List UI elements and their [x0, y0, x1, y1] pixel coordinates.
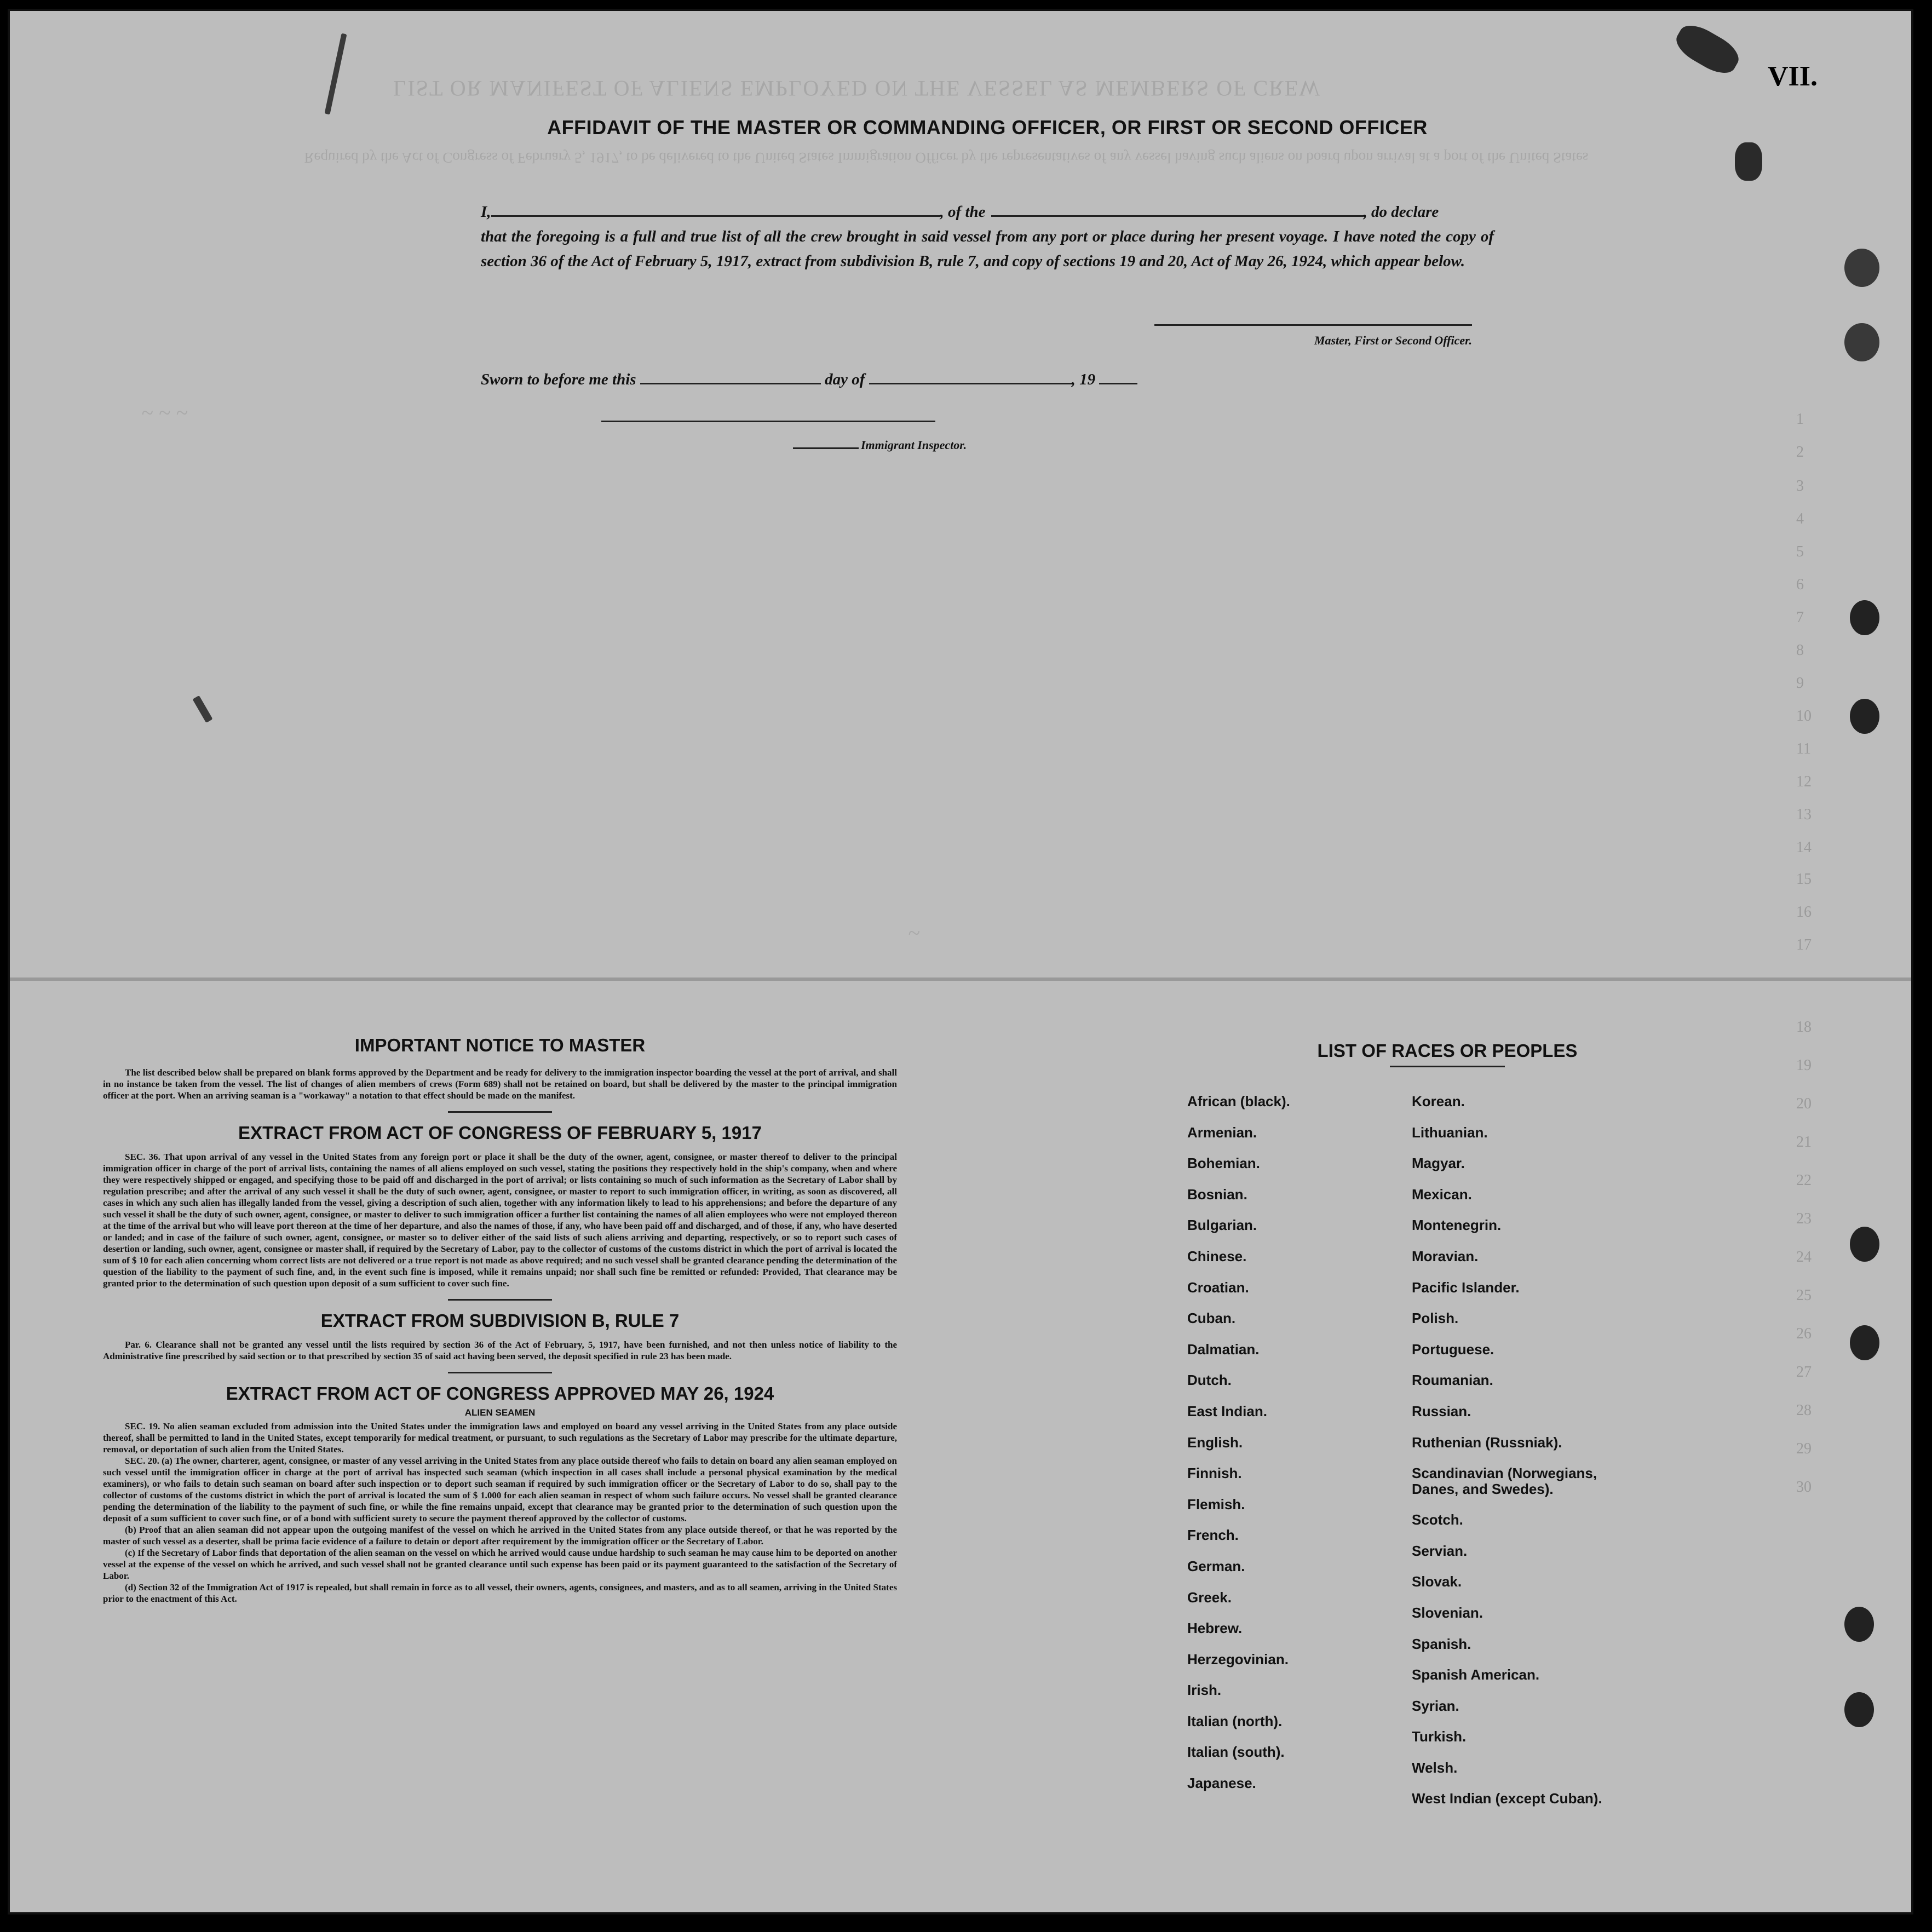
master-signature-line[interactable]: Master, First or Second Officer. [1154, 324, 1472, 348]
race-item: Slovak. [1412, 1573, 1462, 1590]
row-number: 27 [1796, 1364, 1812, 1381]
row-number: 6 [1796, 576, 1804, 593]
race-item: French. [1187, 1527, 1239, 1544]
declaration-paragraph [481, 199, 1494, 274]
faint-list-title: LIST OR MANIFEST OF ALIENS EMPLOYED ON THE VESSEL AS MEMBERS OF CREW [393, 76, 1321, 101]
race-item: German. [1187, 1557, 1245, 1574]
extract-1924-title: EXTRACT FROM ACT OF CONGRESS APPROVED MAY 26, 1924 [226, 1383, 774, 1404]
sworn-text: Sworn to before me this [481, 371, 636, 388]
row-number: 2 [1796, 444, 1804, 461]
race-item: Irish. [1187, 1682, 1222, 1699]
row-number: 17 [1796, 936, 1812, 953]
punch-hole [1844, 249, 1879, 287]
notice-body: The list described below shall be prepared on blank forms approved by the Department and be ready for delivery to the immigration inspector boarding the vessel at the port of arrival, and shall in no instance be taken from the vessel. The list of changes of alien members of crews (Form 689) shall not be retained on board, but shall be delivered by the master to the principal immigration officer at the port. When an arriving seaman is a "workaway" a notation to that effect should be made on the manifest. [103, 1067, 897, 1101]
row-number: 25 [1796, 1287, 1812, 1304]
declarant-end: , do declare [1363, 203, 1439, 221]
faded-handwriting: ~ ~ ~ [141, 400, 188, 425]
race-item: Herzegovinian. [1187, 1651, 1289, 1668]
race-item: Greek. [1187, 1589, 1232, 1606]
races-list-section [1187, 1040, 1707, 1814]
declaration-statement: that the foregoing is a full and true list of all the crew brought in said vessel from any port or place during her present voyage. I have noted the copy of section 36 of the Act of February 5, 1917, extract from subdivision B, rule 7, and copy of sections 19 and 20, Act of May 26, 1924, which appear below. [481, 228, 1494, 270]
race-item: Syrian. [1412, 1697, 1459, 1714]
punch-hole [1850, 1325, 1879, 1360]
race-item: East Indian. [1187, 1402, 1267, 1419]
race-item: Flemish. [1187, 1496, 1245, 1513]
section-20c-text: (c) If the Secretary of Labor finds that deportation of the alien seaman on the vessel on which he arrived would cause undue hardship to such seaman he may cause him to be deported on another vessel at the expense of the vessel on which he arrived, and such vessel shall not be granted clearance until such expense has been paid or its payment guaranteed to the satisfaction of the Secretary of Labor. [103, 1548, 897, 1581]
race-item: Armenian. [1187, 1124, 1257, 1141]
sworn-day-field[interactable] [640, 367, 821, 384]
race-item: Pacific Islander. [1412, 1279, 1520, 1296]
pencil-mark [325, 33, 347, 115]
row-number: 29 [1796, 1440, 1812, 1457]
race-item: English. [1187, 1434, 1243, 1451]
race-item: Croatian. [1187, 1279, 1249, 1296]
race-item: Servian. [1412, 1542, 1468, 1559]
divider [448, 1372, 552, 1373]
faint-subtitle: Required by the Act of Congress of February 5, 1917, to be delivered to the United States Immigration Officer by the representatives of any vessel having such aliens on board upon arrival at a port of the United States [304, 150, 1589, 166]
section-20a-text: SEC. 20. (a) The owner, charterer, agent, consignee, or master of any vessel arriving in the United States from any place outside thereof who fails to detain on board any alien seaman employed on such vessel until the immigration officer in charge at the port of arrival has inspected such seaman (which inspection in all cases shall include a personal physical examination by the medical examiners), or who fails to detain such seaman on board after such inspection or to deport such seaman if required by such immigration officer or the Secretary of Labor to do so, shall pay to the collector of customs of the customs district in which the port of arrival is located the sum of $ 1.000 for each alien seaman in respect of whom such failure occurs. No vessel shall be granted clearance pending the determination of the liability to the payment of such fine, or while the fine remains unpaid, except that clearance may be granted prior to the determination of such question upon the deposit of a sum sufficient to cover such fine, or of a bond with sufficient surety to secure the payment thereof approved by the collector of customs. [103, 1456, 897, 1523]
row-number: 13 [1796, 806, 1812, 823]
row-number: 1 [1796, 411, 1804, 428]
row-number: 16 [1796, 904, 1812, 921]
race-item: Hebrew. [1187, 1620, 1243, 1637]
race-item: Italian (south). [1187, 1744, 1285, 1761]
race-item: Italian (north). [1187, 1712, 1283, 1729]
race-item: Chinese. [1187, 1247, 1247, 1264]
declarant-name-field[interactable] [491, 199, 940, 217]
alien-seamen-subtitle: ALIEN SEAMEN [464, 1407, 536, 1418]
notice-title: IMPORTANT NOTICE TO MASTER [354, 1035, 646, 1055]
extract-1917-body: SEC. 36. That upon arrival of any vessel in the United States from any foreign port or place it shall be the duty of the owner, agent, consignee, or master thereof to deliver to the principal immigration officer in charge of the port of arrival lists, containing the names of all aliens employed on such vessel, stating the positions they respectively hold in the ship's company, when and where they were respectively shipped or engaged, and specifying those to be paid off and discharged in the port of arrival; or lists containing so much of such information as the Secretary of Labor shall by regulation prescribe; and after the arrival of any such vessel it shall be the duty of such owner, agent, consignee, or master to report to such immigration officer, in writing, as soon as discovered, all cases in which any such alien has illegally landed from the vessel, giving a description of such alien, together with any information likely to lead to his apprehensions; and before the departure of any such vessel it shall be the duty of such owner, agent, consignee, or master to deliver to such immigration officer a further list containing the names of all alien employees who were not employed thereon at the time of the arrival but who will leave port thereon at the time of her departure, and also the names of those, if any, who have been paid off and discharged, and of those, if any, who have deserted or landed; and in case of the failure of such owner, agent, consignee, or master so to deliver either of the said lists of such aliens arriving and departing, respectively, or so to report such cases of desertion or landing, such owner, agent, consignee or master shall, if required by the Secretary of Labor, pay to the collector of customs of the customs district in which the port of arrival is located the sum of $ 10 for each alien concerning whom correct lists are not delivered or a true report is not made as above required; and no such vessel shall be granted clearance pending the determination of the question of the liability to the payment of such fine, and, in the event such fine is imposed, while it remains unpaid; nor shall such fine be remitted or refunded: Provided, That clearance may be granted prior to the determination of such question upon deposit of a sum sufficient to cover such fine. [103, 1152, 897, 1289]
race-item: Welsh. [1412, 1759, 1458, 1776]
divider [448, 1299, 552, 1301]
row-number: 15 [1796, 871, 1812, 888]
race-item: African (black). [1187, 1093, 1290, 1109]
race-item: Spanish. [1412, 1635, 1471, 1652]
fold-line [10, 978, 1911, 981]
tape-mark [1735, 142, 1762, 181]
punch-hole [1844, 1607, 1874, 1642]
affidavit-title: AFFIDAVIT OF THE MASTER OR COMMANDING OFFICER, OR FIRST OR SECOND OFFICER [547, 116, 1428, 139]
race-item: Moravian. [1412, 1247, 1479, 1264]
race-item: Dutch. [1187, 1372, 1232, 1389]
manifest-sheet [8, 9, 1913, 1914]
declaration-first-line [481, 199, 1494, 225]
row-number: 19 [1796, 1057, 1812, 1074]
race-item: Polish. [1412, 1310, 1459, 1327]
race-item: Scotch. [1412, 1511, 1463, 1528]
row-number: 7 [1796, 609, 1804, 626]
races-title: LIST OF RACES OR PEOPLES [1317, 1040, 1578, 1061]
race-item: Cuban. [1187, 1310, 1236, 1327]
row-number: 14 [1796, 839, 1812, 856]
sworn-day-of: day of [825, 371, 865, 388]
race-item: Roumanian. [1412, 1372, 1493, 1389]
inspector-label: Immigrant Inspector. [793, 438, 967, 452]
punch-hole [1844, 323, 1879, 361]
section-20b-text: (b) Proof that an alien seaman did not appear upon the outgoing manifest of the vessel on which he arrived in the United States from any place outside thereof, or that he was reported by the master of such vessel as a deserter, shall be prima facie evidence of a failure to detain or deport after requirement by the immigration officer or the Secretary of Labor. [103, 1525, 897, 1546]
sworn-month-field[interactable] [869, 367, 1072, 384]
vessel-name-field[interactable] [991, 199, 1364, 217]
race-item: Korean. [1412, 1093, 1465, 1109]
race-item: Scandinavian (Norwegians, Danes, and Swedes). [1412, 1465, 1597, 1498]
sworn-line [481, 367, 1137, 389]
sworn-year-prefix: , 19 [1071, 371, 1096, 388]
inspector-signature-line[interactable] [601, 421, 935, 422]
race-item: Montenegrin. [1412, 1217, 1502, 1234]
row-number: 10 [1796, 708, 1812, 725]
faded-handwriting: ~ [908, 921, 920, 945]
row-number: 30 [1796, 1479, 1812, 1496]
extract-rule7-title: EXTRACT FROM SUBDIVISION B, RULE 7 [320, 1310, 680, 1331]
extract-rule7-body: Par. 6. Clearance shall not be granted any vessel until the lists required by section 36 of the Act of February, 5, 1917, have been furnished, and not then unless notice of liability to the Administrative fine prescribed by said section or to that prescribed by section 35 of said act having been served, the deposit specified in rule 23 has been made. [103, 1339, 897, 1361]
race-item: Bohemian. [1187, 1155, 1260, 1172]
race-item: Bosnian. [1187, 1186, 1247, 1203]
races-column-2 [1412, 1086, 1642, 1814]
race-item: Mexican. [1412, 1186, 1472, 1203]
punch-hole [1850, 699, 1879, 734]
race-item: Bulgarian. [1187, 1217, 1257, 1234]
race-item: Japanese. [1187, 1775, 1256, 1792]
section-19-text: SEC. 19. No alien seaman excluded from admission into the United States under the immigration laws and employed on board any vessel arriving in the United States from any place outside thereof, shall be permitted to land in the United States, except temporarily for medical treatment, or pursuant, to such regulations as the Secretary of Labor may prescribe for the ultimate departure, removal, or deportation of such alien from the United States. [103, 1421, 897, 1454]
race-item: Turkish. [1412, 1728, 1467, 1745]
race-item: Dalmatian. [1187, 1341, 1260, 1358]
row-number: 3 [1796, 478, 1804, 495]
race-item: Portuguese. [1412, 1341, 1494, 1358]
pencil-mark [192, 695, 212, 723]
row-number: 9 [1796, 675, 1804, 692]
race-item: Lithuanian. [1412, 1124, 1488, 1141]
row-number: 8 [1796, 642, 1804, 659]
section-20d-text: (d) Section 32 of the Immigration Act of 1917 is repealed, but shall remain in force as to all vessel, their owners, agents, consignees, and masters, and as to all seamen, arriving in the United States prior to the enactment of this Act. [103, 1582, 897, 1604]
race-item: Ruthenian (Russniak). [1412, 1434, 1562, 1451]
race-item: Russian. [1412, 1402, 1471, 1419]
row-number: 4 [1796, 510, 1804, 527]
races-column-1 [1187, 1086, 1412, 1814]
row-number: 5 [1796, 543, 1804, 560]
row-number: 12 [1796, 773, 1812, 790]
punch-hole [1844, 1692, 1874, 1727]
row-number: 21 [1796, 1134, 1812, 1151]
row-number: 28 [1796, 1402, 1812, 1419]
sworn-year-field[interactable] [1099, 367, 1137, 384]
divider [448, 1111, 552, 1113]
race-item: Magyar. [1412, 1155, 1465, 1172]
punch-hole [1850, 600, 1879, 635]
extract-1917-title: EXTRACT FROM ACT OF CONGRESS OF FEBRUARY 5, 1917 [238, 1123, 762, 1143]
row-number: 20 [1796, 1095, 1812, 1112]
tape-mark [1671, 19, 1744, 80]
divider [1390, 1066, 1505, 1067]
declarant-prefix: I, [481, 203, 491, 221]
race-item: Slovenian. [1412, 1604, 1484, 1621]
row-number: 18 [1796, 1019, 1812, 1036]
important-notice-section [103, 1035, 897, 1605]
race-item: West Indian (except Cuban). [1412, 1790, 1602, 1807]
declarant-mid: , of the [940, 203, 986, 221]
row-number: 24 [1796, 1249, 1812, 1266]
row-number: 11 [1796, 740, 1811, 757]
row-number: 22 [1796, 1172, 1812, 1189]
race-item: Finnish. [1187, 1465, 1242, 1482]
page-number: VII. [1768, 61, 1818, 92]
row-number: 23 [1796, 1210, 1812, 1227]
punch-hole [1850, 1227, 1879, 1262]
race-item: Spanish American. [1412, 1666, 1540, 1683]
row-number: 26 [1796, 1325, 1812, 1342]
